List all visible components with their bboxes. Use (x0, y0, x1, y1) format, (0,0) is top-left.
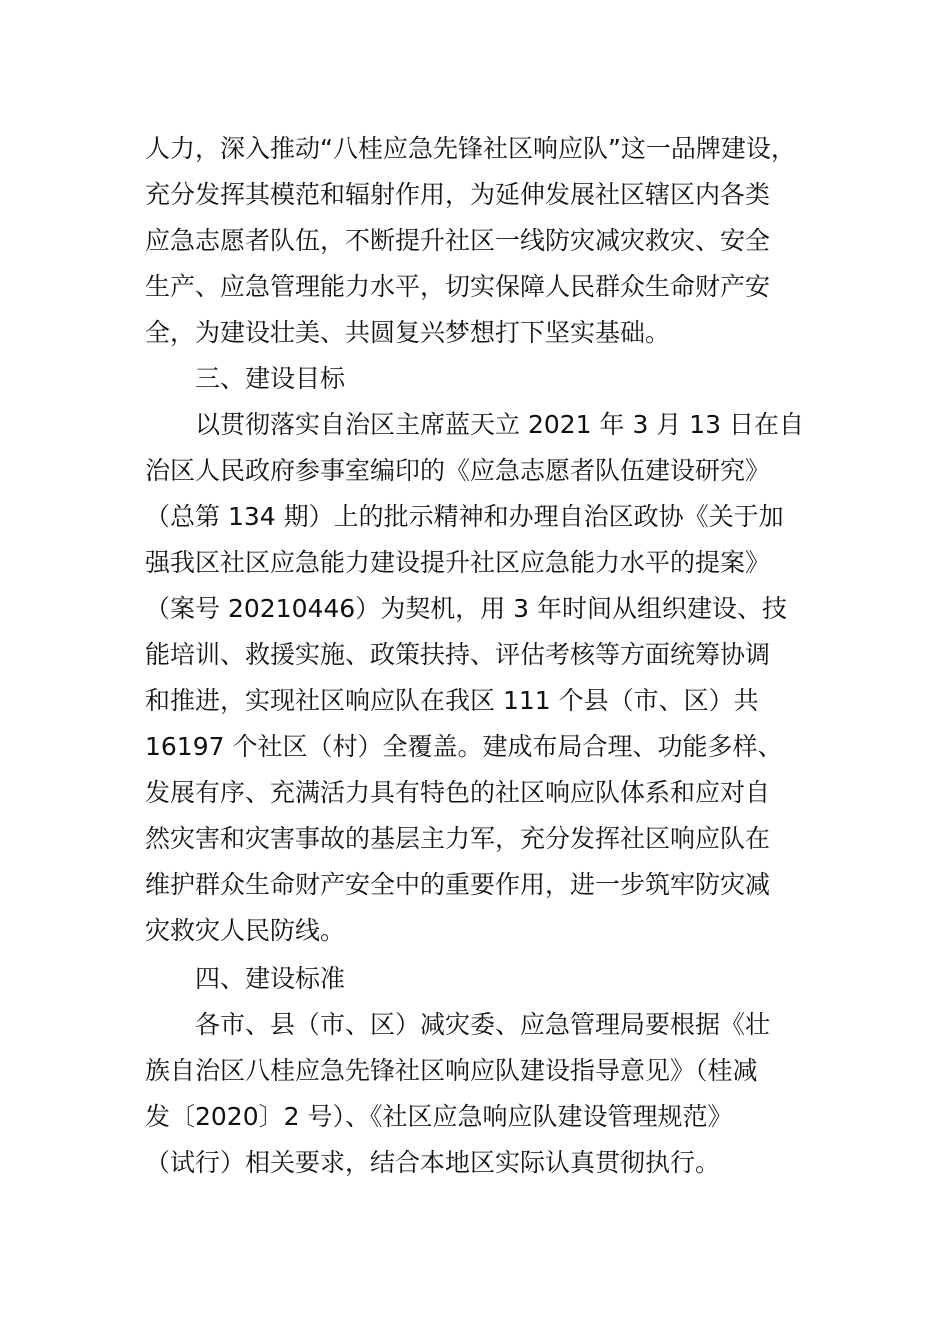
text-line: 人力，深入推动“八桂应急先锋社区响应队”这一品牌建设， (145, 134, 796, 163)
text-line: 治区人民政府参事室编印的《应急志愿者队伍建设研究》 (145, 456, 771, 485)
text-line: 强我区社区应急能力建设提升社区应急能力水平的提案》 (145, 548, 771, 577)
text-line: 发展有序、充满活力具有特色的社区响应队体系和应对自 (145, 778, 771, 807)
text-line: 应急志愿者队伍，不断提升社区一线防灾减灾救灾、安全 (145, 226, 771, 255)
text-line: 16197 个社区（村）全覆盖。建成布局合理、功能多样、 (145, 732, 783, 761)
text-line: 维护群众生命财产安全中的重要作用，进一步筑牢防灾减 (145, 870, 771, 899)
text-line: 能培训、救援实施、政策扶持、评估考核等方面统筹协调 (145, 640, 771, 669)
text-line: 各市、县（市、区）减灾委、应急管理局要根据《壮 (195, 1010, 771, 1039)
text-line: 生产、应急管理能力水平，切实保障人民群众生命财产安 (145, 272, 771, 301)
text-line: 灾救灾人民防线。 (145, 916, 346, 945)
text-line: （总第 134 期）上的批示精神和办理自治区政协《关于加 (145, 502, 784, 531)
section-heading-4: 四、建设标准 (195, 964, 346, 993)
text-line: 充分发挥其模范和辐射作用，为延伸发展社区辖区内各类 (145, 180, 771, 209)
text-line: （试行）相关要求，结合本地区实际认真贯彻执行。 (145, 1148, 721, 1177)
text-line: 然灾害和灾害事故的基层主力军，充分发挥社区响应队在 (145, 824, 771, 853)
text-line: 发〔2020〕2 号）、《社区应急响应队建设管理规范》 (145, 1102, 733, 1131)
text-line: 全，为建设壮美、共圆复兴梦想打下坚实基础。 (145, 318, 671, 347)
text-line: （案号 20210446）为契机，用 3 年时间从组织建设、技 (145, 594, 787, 623)
section-heading-3: 三、建设目标 (195, 364, 346, 393)
text-line: 以贯彻落实自治区主席蓝天立 2021 年 3 月 13 日在自 (195, 410, 805, 439)
text-line: 和推进，实现社区响应队在我区 111 个县（市、区）共 (145, 686, 759, 715)
text-line: 族自治区八桂应急先锋社区响应队建设指导意见》（桂减 (145, 1056, 758, 1085)
